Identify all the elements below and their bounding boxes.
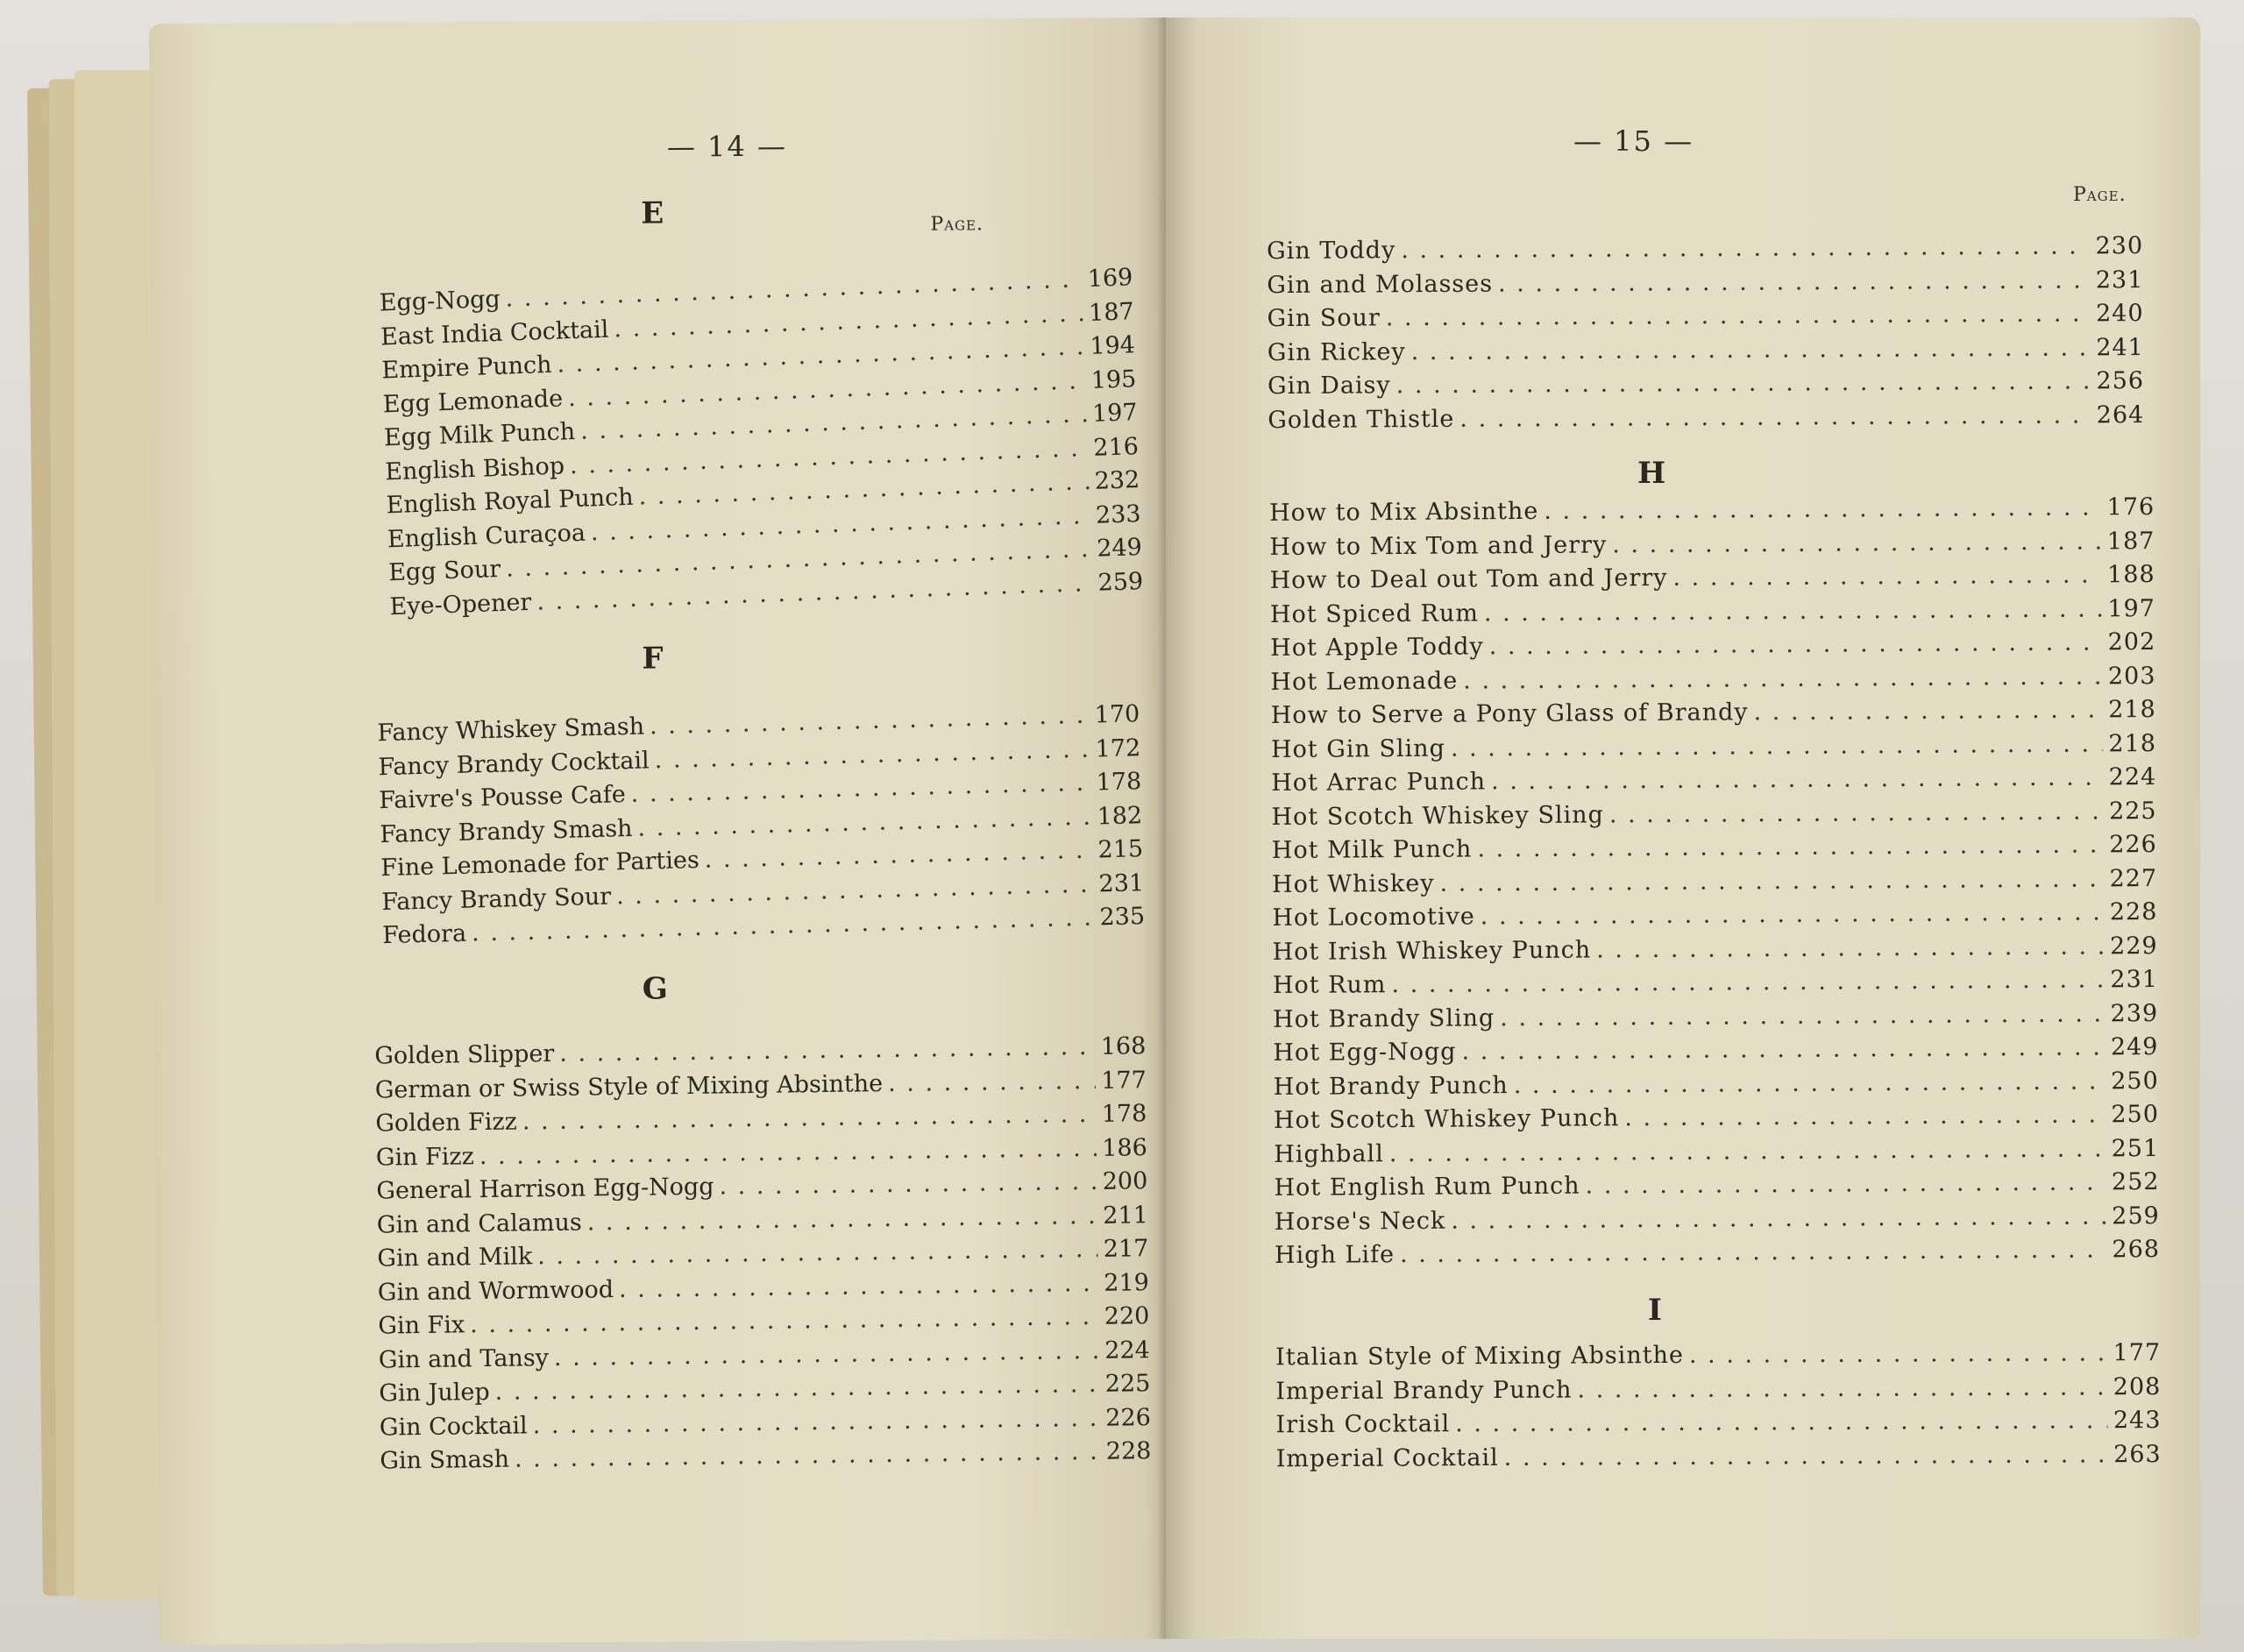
section-f-list <box>377 698 1146 953</box>
list-item: English Curaçoa . . . 233 <box>387 498 1141 557</box>
page-column-heading: Page. <box>930 213 984 236</box>
list-item: How to Deal out Tom and Jerry . . . 188 <box>1270 558 2155 599</box>
list-item: Empire Punch . . . 194 <box>381 329 1136 388</box>
list-item: Gin Sour . . . 240 <box>1267 297 2143 337</box>
open-book <box>114 18 2200 1639</box>
list-item: German or Swiss Style of Mixing Absinthe . . . 177 <box>375 1064 1147 1108</box>
list-item: Fine Lemonade for Parties . . . 215 <box>380 833 1144 886</box>
list-item: Fancy Brandy Cocktail . . . 172 <box>378 732 1141 785</box>
list-item: Gin Fizz . . . 186 <box>376 1131 1147 1175</box>
section-g-continued-list <box>1267 230 2144 437</box>
list-item: Hot Whiskey . . . 227 <box>1272 861 2157 902</box>
list-item: Fancy Brandy Smash . . . 182 <box>380 799 1143 853</box>
list-item: Gin Smash . . . 228 <box>380 1435 1151 1478</box>
section-letter-h: H <box>1637 456 1666 491</box>
list-item: Fedora . . . 235 <box>382 900 1146 954</box>
list-item: Egg Milk Punch . . . 197 <box>383 396 1138 456</box>
list-item: Hot Apple Toddy . . . 202 <box>1270 626 2155 666</box>
section-h-list <box>1269 491 2160 1273</box>
list-item: Horse's Neck . . . 259 <box>1275 1199 2160 1239</box>
list-item: Hot Egg-Nogg . . . 249 <box>1273 1031 2158 1071</box>
list-item: Egg Lemonade . . . 195 <box>382 363 1137 422</box>
list-item: Hot Rum . . . 231 <box>1273 963 2158 1003</box>
list-item: Italian Style of Mixing Absinthe . . . 177 <box>1275 1336 2161 1375</box>
list-item: Fancy Whiskey Smash . . . 170 <box>377 698 1140 751</box>
list-item: Faivre's Pousse Cafe . . . 178 <box>379 765 1142 819</box>
list-item: How to Serve a Pony Glass of Brandy . . . 218 <box>1271 693 2156 734</box>
right-page <box>1166 18 2200 1639</box>
list-item: Hot Arrac Punch . . . 224 <box>1271 761 2156 801</box>
list-item: Golden Fizz . . . 178 <box>375 1097 1147 1141</box>
list-item: Highball . . . 251 <box>1274 1131 2159 1172</box>
list-item: Gin Daisy . . . 256 <box>1268 365 2144 404</box>
list-item: Imperial Brandy Punch . . . 208 <box>1275 1370 2161 1408</box>
list-item: Gin Rickey . . . 241 <box>1268 330 2144 370</box>
list-item: Gin and Calamus . . . 211 <box>377 1199 1148 1243</box>
list-item: Irish Cocktail . . . 243 <box>1275 1404 2161 1443</box>
list-item: English Bishop . . . 216 <box>385 430 1140 490</box>
section-letter-g: G <box>642 971 668 1007</box>
section-i-list <box>1275 1336 2162 1476</box>
list-item: English Royal Punch . . . 232 <box>386 464 1140 523</box>
list-item: Gin and Molasses . . . 231 <box>1267 263 2143 302</box>
page-column-heading: Page. <box>2073 184 2127 206</box>
list-item: General Harrison Egg-Nogg . . . 200 <box>376 1165 1147 1209</box>
list-item: Egg-Nogg . . . 169 <box>379 261 1133 321</box>
list-item: Golden Slipper . . . 168 <box>374 1030 1146 1074</box>
list-item: Gin and Wormwood . . . 219 <box>378 1266 1149 1310</box>
list-item: Hot Lemonade . . . 203 <box>1270 659 2155 699</box>
list-item: East India Cocktail . . . 187 <box>380 295 1135 355</box>
list-item: Fancy Brandy Sour . . . 231 <box>381 867 1145 920</box>
page-number-15: — 15 — <box>1573 124 1694 158</box>
list-item: Egg Sour . . . 249 <box>388 531 1143 591</box>
page-number-14: — 14 — <box>666 129 788 164</box>
section-e-list <box>379 261 1144 624</box>
list-item: How to Mix Absinthe . . . 176 <box>1269 491 2155 531</box>
list-item: Gin Fix . . . 220 <box>378 1300 1149 1344</box>
list-item: Hot Brandy Punch . . . 250 <box>1274 1064 2159 1104</box>
section-letter-i: I <box>1648 1293 1662 1328</box>
list-item: Hot Scotch Whiskey Sling . . . 225 <box>1271 794 2156 834</box>
list-item: Golden Thistle . . . 264 <box>1268 398 2144 437</box>
left-page <box>149 18 1175 1645</box>
list-item: Imperial Cocktail . . . 263 <box>1276 1437 2162 1476</box>
list-item: Hot Scotch Whiskey Punch . . . 250 <box>1274 1098 2159 1138</box>
list-item: Hot Irish Whiskey Punch . . . 229 <box>1273 929 2158 969</box>
section-g-list <box>374 1030 1151 1478</box>
list-item: Gin and Milk . . . 217 <box>377 1232 1148 1276</box>
list-item: Gin Cocktail . . . 226 <box>380 1401 1151 1445</box>
list-item: Hot Brandy Sling . . . 239 <box>1273 996 2158 1037</box>
list-item: Hot English Rum Punch . . . 252 <box>1274 1166 2159 1206</box>
list-item: Hot Spiced Rum . . . 197 <box>1270 592 2155 632</box>
list-item: Gin Julep . . . 225 <box>379 1367 1150 1411</box>
list-item: Hot Milk Punch . . . 226 <box>1272 828 2157 869</box>
list-item: Hot Locomotive . . . 228 <box>1272 896 2157 936</box>
list-item: Gin and Tansy . . . 224 <box>379 1334 1150 1378</box>
list-item: High Life . . . 268 <box>1275 1233 2160 1273</box>
list-item: Hot Gin Sling . . . 218 <box>1271 727 2156 767</box>
list-item: How to Mix Tom and Jerry . . . 187 <box>1269 524 2155 564</box>
list-item: Gin Toddy . . . 230 <box>1267 230 2143 269</box>
section-letter-f: F <box>642 641 664 677</box>
list-item: Eye-Opener . . . 259 <box>389 565 1144 625</box>
section-letter-e: E <box>641 195 664 231</box>
